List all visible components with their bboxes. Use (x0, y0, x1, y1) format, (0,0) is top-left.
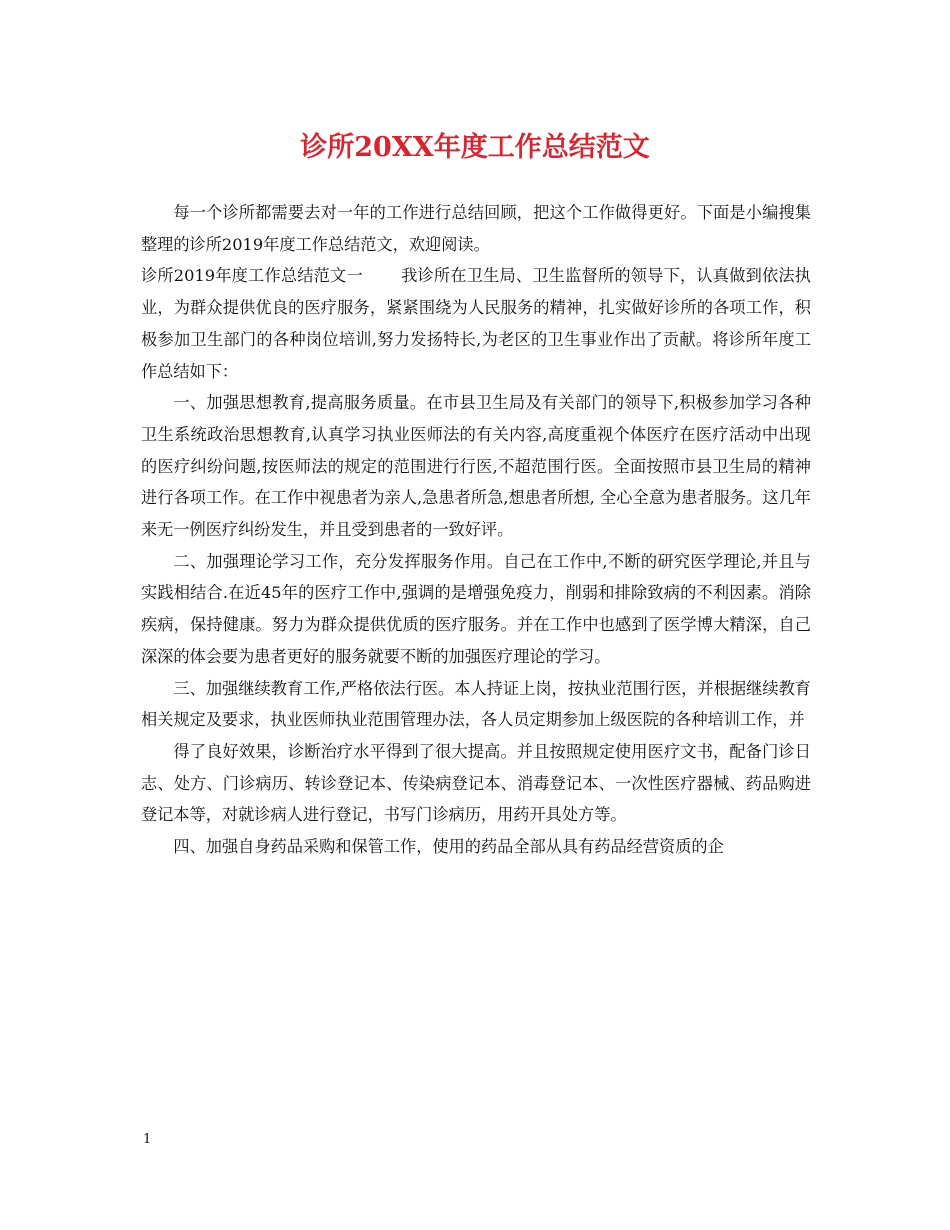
document-body (141, 197, 811, 863)
paragraph-part-2: 二、加强理论学习工作，充分发挥服务作用。自己在工作中,不断的研究医学理论,并且与实践相结合.在近45年的医疗工作中,强调的是增强免疫力，削弱和排除致病的不利因素。消除疾病，保持健康。努力为群众提供优质的医疗服务。并在工作中也感到了医学博大精深，自己深深的体会要为患者更好的服务就要不断的加强医疗理论的学习。 (141, 551, 811, 666)
paragraph-section-one (141, 260, 811, 387)
section-intro-text: 我诊所在卫生局、卫生监督所的领导下，认真做到依法执业，为群众提供优良的医疗服务，紧紧围绕为人民服务的精神，扎实做好诊所的各项工作，积极参加卫生部门的各种岗位培训,努力发扬特长,为老区的卫生事业作出了贡献。将诊所年度工作总结如下： (141, 266, 811, 381)
document-title: 诊所20XX年度工作总结范文 (300, 132, 650, 163)
paragraph-part-3: 三、加强继续教育工作,严格依法行医。本人持证上岗，按执业范围行医，并根据继续教育相关规定及要求，执业医师执业范围管理办法，各人员定期参加上级医院的各种培训工作，并 (141, 678, 811, 730)
paragraph-intro: 每一个诊所都需要去对一年的工作进行总结回顾，把这个工作做得更好。下面是小编搜集整理的诊所2019年度工作总结范文，欢迎阅读。 (141, 203, 811, 254)
paragraph-part-1: 一、加强思想教育,提高服务质量。在市县卫生局及有关部门的领导下,积极参加学习各种卫生系统政治思想教育,认真学习执业医师法的有关内容,高度重视个体医疗在医疗活动中出现的医疗纠纷问题,按医师法的规定的范围进行行医,不超范围行医。全面按照市县卫生局的精神进行各项工作。在工作中视患者为亲人,急患者所急,想患者所想, 全心全意为患者服务。这几年来无一例医疗纠纷发生，并且受到患者的一致好评。 (141, 393, 811, 540)
paragraph-part-4: 四、加强自身药品采购和保管工作，使用的药品全部从具有药品经营资质的企 (173, 837, 724, 857)
page-number: 1 (143, 1132, 152, 1147)
section-heading: 诊所2019年度工作总结范文一 (141, 266, 363, 286)
paragraph-part-3-continued: 得了良好效果，诊断治疗水平得到了很大提高。并且按照规定使用医疗文书，配备门诊日志、处方、门诊病历、转诊登记本、传染病登记本、消毒登记本、一次性医疗器械、药品购进登记本等，对就诊病人进行登记，书写门诊病历，用药开具处方等。 (141, 741, 811, 825)
